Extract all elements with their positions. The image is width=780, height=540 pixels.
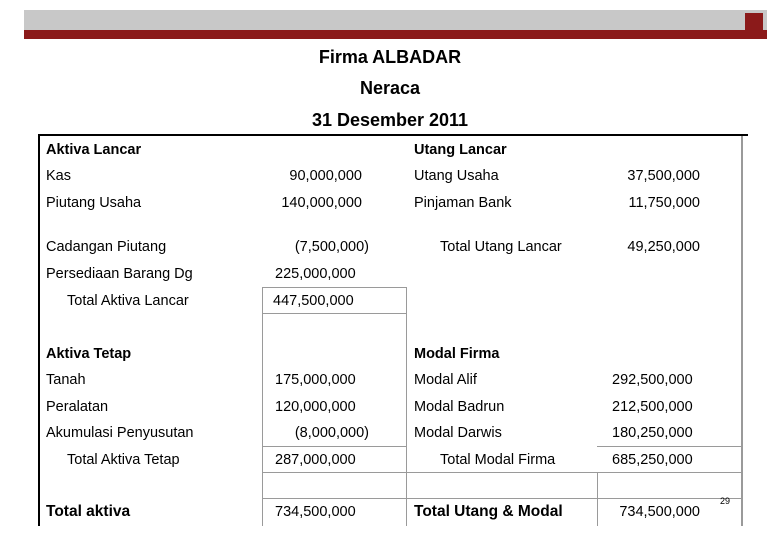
divider-value-col bbox=[262, 287, 263, 526]
heading-modal-firma: Modal Firma bbox=[414, 346, 500, 362]
value-akumulasi-penyusutan: (8,000,000) bbox=[294, 425, 369, 441]
slide-header-bar bbox=[24, 10, 767, 30]
label-total-aktiva-tetap: Total Aktiva Tetap bbox=[67, 452, 180, 468]
company-name: Firma ALBADAR bbox=[318, 47, 462, 67]
value-total-aktiva-lancar: 447,500,000 bbox=[273, 293, 354, 309]
label-modal-badrun: Modal Badrun bbox=[414, 399, 505, 415]
table-left-border bbox=[38, 134, 40, 526]
table-right-border bbox=[741, 136, 743, 526]
label-akumulasi-penyusutan: Akumulasi Penyusutan bbox=[46, 425, 194, 441]
label-utang-usaha: Utang Usaha bbox=[414, 168, 499, 184]
value-total-aktiva-tetap: 287,000,000 bbox=[275, 452, 356, 468]
heading-utang-lancar: Utang Lancar bbox=[414, 142, 507, 158]
value-piutang-usaha: 140,000,000 bbox=[281, 195, 362, 211]
value-cadangan-piutang: (7,500,000) bbox=[294, 239, 369, 255]
value-total-utang-modal: 734,500,000 bbox=[619, 504, 700, 520]
hline-aktiva-tetap-total-bottom bbox=[262, 472, 742, 473]
value-total-utang-lancar: 49,250,000 bbox=[627, 239, 700, 255]
value-peralatan: 120,000,000 bbox=[275, 399, 356, 415]
value-modal-darwis: 180,250,000 bbox=[612, 425, 693, 441]
balance-sheet-date: 31 Desember 2011 bbox=[311, 110, 469, 130]
slide-number: 29 bbox=[720, 496, 731, 506]
heading-aktiva-tetap: Aktiva Tetap bbox=[46, 346, 132, 362]
document-type: Neraca bbox=[359, 78, 421, 98]
label-total-aktiva-lancar: Total Aktiva Lancar bbox=[67, 293, 189, 309]
label-total-utang-modal: Total Utang & Modal bbox=[414, 503, 563, 520]
label-piutang-usaha: Piutang Usaha bbox=[46, 195, 142, 211]
value-utang-usaha: 37,500,000 bbox=[627, 168, 700, 184]
hline-aktiva-lancar-total-bottom bbox=[262, 313, 407, 314]
value-tanah: 175,000,000 bbox=[275, 372, 356, 388]
label-modal-darwis: Modal Darwis bbox=[414, 425, 502, 441]
label-cadangan-piutang: Cadangan Piutang bbox=[46, 239, 167, 255]
label-modal-alif: Modal Alif bbox=[414, 372, 477, 388]
label-total-modal-firma: Total Modal Firma bbox=[440, 452, 556, 468]
heading-aktiva-lancar: Aktiva Lancar bbox=[46, 142, 142, 158]
label-persediaan-barang: Persediaan Barang Dg bbox=[46, 266, 193, 282]
label-peralatan: Peralatan bbox=[46, 399, 109, 415]
hline-modal-total-top bbox=[597, 446, 742, 447]
slide-header-line bbox=[24, 30, 767, 39]
label-kas: Kas bbox=[46, 168, 71, 184]
label-total-aktiva: Total aktiva bbox=[46, 503, 131, 520]
value-persediaan-barang: 225,000,000 bbox=[275, 266, 356, 282]
value-total-modal-firma: 685,250,000 bbox=[612, 452, 693, 468]
value-total-aktiva: 734,500,000 bbox=[275, 504, 356, 520]
label-tanah: Tanah bbox=[46, 372, 86, 388]
hline-aktiva-tetap-total-top bbox=[262, 446, 407, 447]
value-pinjaman-bank: 11,750,000 bbox=[628, 195, 700, 211]
label-pinjaman-bank: Pinjaman Bank bbox=[414, 195, 512, 211]
hline-grand-total-top bbox=[262, 498, 742, 499]
label-total-utang-lancar: Total Utang Lancar bbox=[440, 239, 562, 255]
value-modal-badrun: 212,500,000 bbox=[612, 399, 693, 415]
hline-aktiva-lancar-total-top bbox=[262, 287, 407, 288]
table-top-border bbox=[38, 134, 748, 136]
value-kas: 90,000,000 bbox=[289, 168, 362, 184]
slide-header-square bbox=[745, 13, 763, 31]
divider-middle bbox=[406, 287, 407, 526]
value-modal-alif: 292,500,000 bbox=[612, 372, 693, 388]
